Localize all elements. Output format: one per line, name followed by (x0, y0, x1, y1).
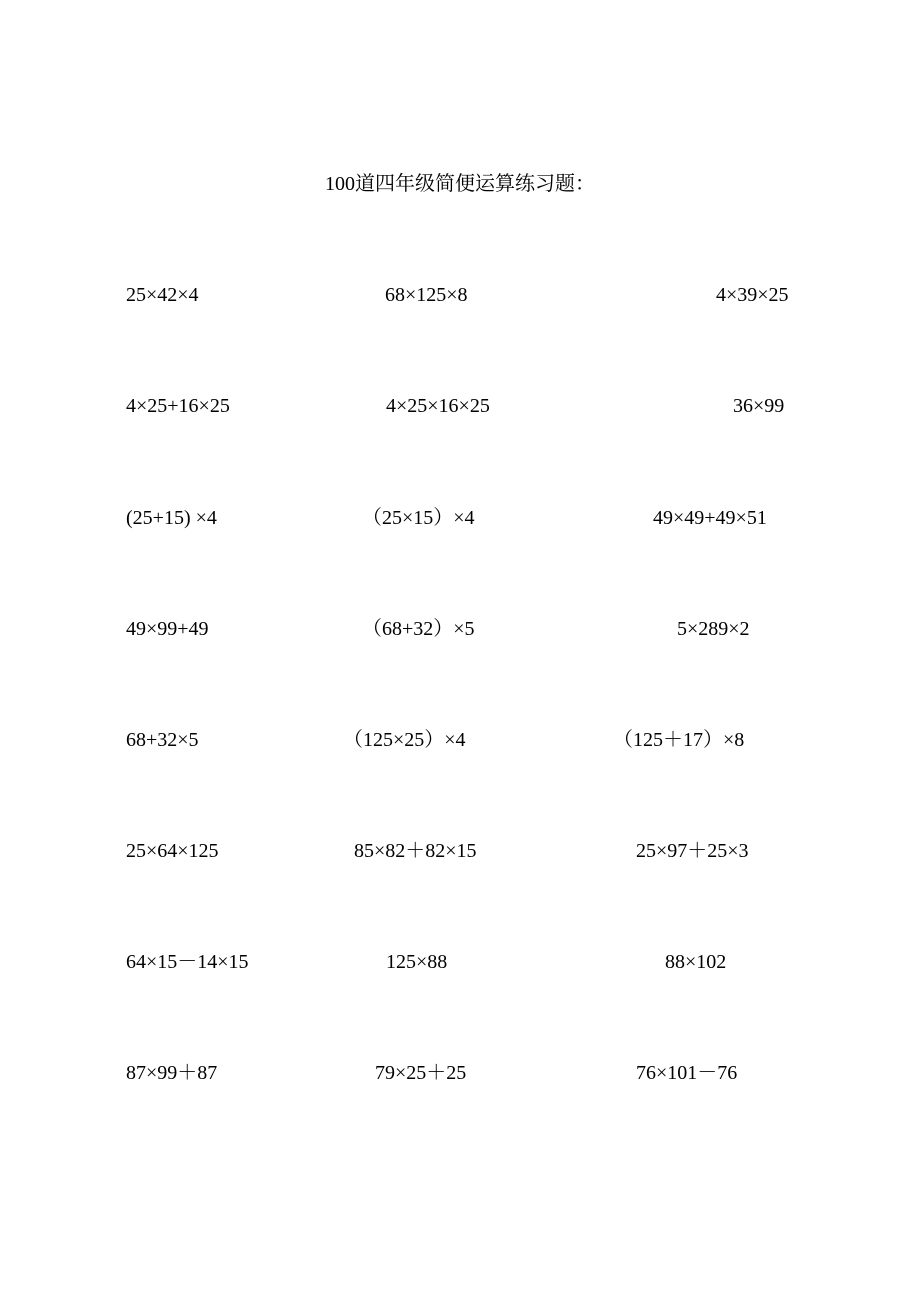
problem-item: 4×25×16×25 (386, 395, 490, 417)
problem-item: 25×64×125 (126, 840, 219, 862)
problem-item: （125＋17）×8 (613, 729, 745, 751)
problem-item: 68×125×8 (385, 284, 468, 306)
problem-item: 64×15－14×15 (126, 951, 249, 973)
problem-item: 25×42×4 (126, 284, 199, 306)
problem-item: 68+32×5 (126, 729, 199, 751)
problem-item: 125×88 (386, 951, 448, 973)
problem-item: 25×97＋25×3 (636, 840, 749, 862)
problem-item: (25+15) ×4 (126, 507, 217, 529)
problem-row (0, 1058, 920, 1088)
problem-item: 79×25＋25 (375, 1062, 467, 1084)
problem-item: 4×39×25 (716, 284, 789, 306)
problem-row (0, 725, 920, 755)
problem-item: 36×99 (733, 395, 785, 417)
problem-row (0, 280, 920, 310)
problem-row (0, 947, 920, 977)
problem-item: 88×102 (665, 951, 727, 973)
problem-item: （125×25）×4 (343, 729, 466, 751)
problem-item: 49×99+49 (126, 618, 209, 640)
problem-row (0, 391, 920, 421)
problem-row (0, 614, 920, 644)
problem-item: 4×25+16×25 (126, 395, 230, 417)
problem-item: 49×49+49×51 (653, 507, 767, 529)
problem-item: 87×99＋87 (126, 1062, 218, 1084)
problem-row (0, 836, 920, 866)
problem-row (0, 503, 920, 533)
problem-item: 85×82＋82×15 (354, 840, 477, 862)
problem-item: （25×15）×4 (362, 507, 475, 529)
worksheet-title: 100道四年级简便运算练习题： (325, 173, 595, 195)
problem-item: （68+32）×5 (362, 618, 475, 640)
problem-item: 76×101－76 (636, 1062, 738, 1084)
problem-item: 5×289×2 (677, 618, 750, 640)
